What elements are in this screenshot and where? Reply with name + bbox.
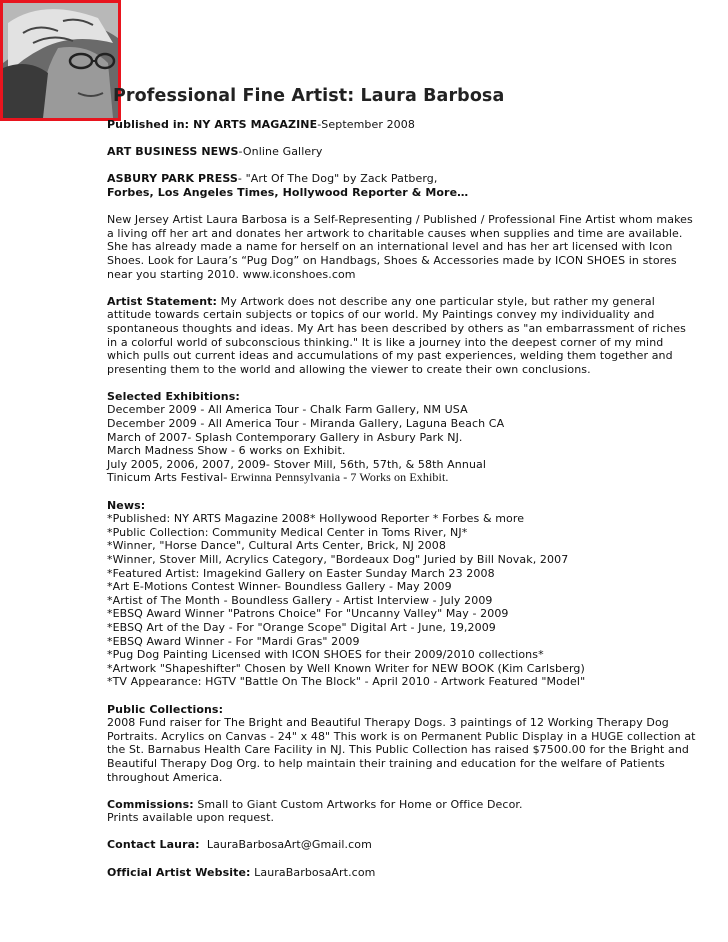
art-business-line bbox=[107, 145, 697, 159]
asbury-section bbox=[107, 172, 697, 199]
art-business-rest: -Online Gallery bbox=[238, 145, 323, 159]
exhibition-item: December 2009 - All America Tour - Miranda Gallery, Laguna Beach CA bbox=[107, 417, 505, 431]
news-item: *Published: NY ARTS Magazine 2008* Hollywood Reporter * Forbes & more bbox=[107, 512, 525, 526]
contact-email-link[interactable]: LauraBarbosaArt@Gmail.com bbox=[199, 838, 372, 852]
news-item: *EBSQ Award Winner "Patrons Choice" For "Uncanny Valley" May - 2009 bbox=[107, 607, 509, 621]
news-heading: News: bbox=[107, 498, 146, 512]
news-item: *Art E-Motions Contest Winner- Boundless Gallery - May 2009 bbox=[107, 580, 452, 594]
published-rest: -September 2008 bbox=[317, 118, 415, 131]
contact-label: Contact Laura: bbox=[107, 838, 200, 852]
document-body bbox=[107, 118, 697, 893]
exhibition-item: July 2005, 2006, 2007, 2009- Stover Mill, 56th, 57th, & 58th Annual bbox=[107, 457, 487, 471]
news-item: *Featured Artist: Imagekind Gallery on Easter Sunday March 23 2008 bbox=[107, 566, 495, 580]
news-item: *Winner, Stover Mill, Acrylics Category, "Bordeaux Dog" Juried by Bill Novak, 2007 bbox=[107, 553, 569, 566]
exhibition-item: March of 2007- Splash Contemporary Gallery in Asbury Park NJ. bbox=[107, 430, 463, 444]
news-item: *Winner, "Horse Dance", Cultural Arts Center, Brick, NJ 2008 bbox=[107, 539, 446, 553]
exhibitions-heading: Selected Exhibitions: bbox=[107, 389, 240, 403]
artist-photo bbox=[0, 0, 121, 121]
commissions-line2: Prints available upon request. bbox=[107, 811, 275, 825]
commissions-label: Commissions: bbox=[107, 797, 194, 811]
artist-statement bbox=[107, 295, 697, 377]
news-item: *Public Collection: Community Medical Center in Toms River, NJ* bbox=[107, 525, 468, 539]
asbury-rest: - "Art Of The Dog" by Zack Patberg, bbox=[237, 172, 438, 186]
website-link[interactable]: LauraBarbosaArt.com bbox=[250, 865, 376, 879]
public-collections-text: 2008 Fund raiser for The Bright and Beautiful Therapy Dogs. 3 paintings of 12 Working Therapy Dog Portraits. Acrylics on Canvas - 24" x 48" This work is on Permanent Public Display in a HUGE collection at the St. Barnabus Health Care Facility in NJ. This Public Collection has raised $7500.00 for the Bright and Beautiful Therapy Dog Org. to help maintain their training and education for the welfare of Patients throughout America. bbox=[107, 716, 696, 784]
news-item-tv: *TV Appearance: HGTV "Battle On The Block" - April 2010 - Artwork Featured "Model" bbox=[107, 675, 586, 689]
asbury-label: ASBURY PARK PRESS bbox=[107, 172, 238, 186]
news-item: *Pug Dog Painting Licensed with ICON SHOES for their 2009/2010 collections* bbox=[107, 648, 544, 662]
public-collections-heading: Public Collections: bbox=[107, 702, 224, 716]
website-line bbox=[107, 866, 697, 880]
news-item: *EBSQ Award Winner - For "Mardi Gras" 2009 bbox=[107, 634, 360, 648]
contact-line bbox=[107, 838, 697, 852]
published-line bbox=[107, 118, 697, 132]
news-item: *Artwork "Shapeshifter" Chosen by Well Known Writer for NEW BOOK (Kim Carlsberg) bbox=[107, 661, 585, 675]
public-collections-section bbox=[107, 703, 697, 785]
art-business-label: ART BUSINESS NEWS bbox=[107, 145, 239, 159]
page-title: Professional Fine Artist: Laura Barbosa bbox=[113, 86, 505, 106]
exhibition-last-a: Tinicum Arts Festival bbox=[107, 471, 224, 485]
exhibitions-section bbox=[107, 390, 697, 485]
news-item: *EBSQ Art of the Day - For "Orange Scope" Digital Art - June, 19,2009 bbox=[107, 620, 496, 634]
exhibition-item: December 2009 - All America Tour - Chalk Farm Gallery, NM USA bbox=[107, 403, 468, 417]
intro-paragraph: New Jersey Artist Laura Barbosa is a Self-Representing / Published / Professional Fine Artist whom makes a living off her art and donates her artwork to charitable causes when supplies and time are available. She has already made a name for herself on an international level and has her art licensed with Icon Shoes. Look for Laura’s “Pug Dog” on Handbags, Shoes & Accessories made by ICON SHOES in stores near you starting 2010. www.iconshoes.com bbox=[107, 213, 693, 281]
statement-label: Artist Statement: bbox=[107, 294, 218, 308]
published-label: Published in: NY ARTS MAGAZINE bbox=[107, 118, 318, 131]
exhibition-item: March Madness Show - 6 works on Exhibit. bbox=[107, 444, 346, 458]
portrait-image bbox=[3, 3, 118, 118]
news-item: *Artist of The Month - Boundless Gallery - Artist Interview - July 2009 bbox=[107, 593, 493, 607]
asbury-line2: Forbes, Los Angeles Times, Hollywood Reporter & More… bbox=[107, 185, 469, 199]
website-label: Official Artist Website: bbox=[107, 865, 251, 879]
commissions-section bbox=[107, 798, 697, 825]
exhibition-item-last bbox=[107, 471, 697, 485]
news-section bbox=[107, 499, 697, 689]
commissions-text: Small to Giant Custom Artworks for Home or Office Decor. bbox=[193, 797, 523, 811]
statement-text: My Artwork does not describe any one particular style, but rather my general attitude towards certain subjects or topics of our world. My Paintings convey my individuality and spontaneous thoughts and ideas. My Art has been described by others as "an embarrassment of riches in a colorful world of subconscious thinking." It is like a journey into the deepest corner of my mind which pulls out current ideas and accumulations of my past experiences, welding them together and presenting them to the world and allowing the viewer to create their own conclusions. bbox=[107, 294, 686, 376]
exhibition-last-b: - Erwinna Pennsylvania - 7 Works on Exhibit. bbox=[223, 470, 449, 485]
